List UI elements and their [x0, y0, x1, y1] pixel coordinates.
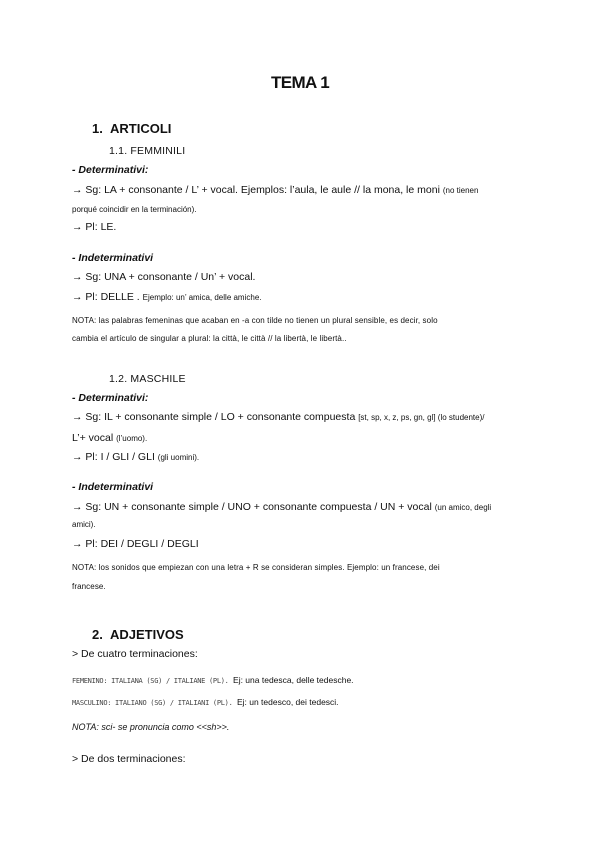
feminine-adjective-line [72, 670, 354, 688]
section-title: ADJETIVOS [110, 627, 184, 642]
nota-femminili-line1: NOTA: las palabras femeninas que acaban en -a con tilde no tienen un plural sensible, es decir, solo [72, 316, 438, 325]
label-indeterminativi-maschile: - Indeterminativi [72, 481, 154, 493]
masc-singular-line2 [72, 432, 147, 444]
subsection-heading-femminili: 1.1. FEMMINILI [109, 145, 186, 157]
fem-singular-note: (no tienen [442, 186, 479, 195]
fem-indet-plural-line [72, 291, 262, 303]
masculine-handwritten: MASCULINO: ITALIANO (SG) / ITALIANI (PL). [72, 699, 233, 707]
nota-femminili-line2: cambia el artículo de singular a plural: la città, le città // la libertà, le libertà.. [72, 334, 347, 343]
fem-indet-plural-text: → Pl: DELLE . [72, 291, 140, 303]
nota-maschile-line1: NOTA: los sonidos que empiezan con una letra + R se consideran simples. Ejemplo: un francese, dei [72, 563, 440, 572]
fem-plural-line: → Pl: LE. [72, 221, 117, 233]
section-number: 2. [92, 627, 103, 642]
masc-indet-plural-line: → Pl: DEI / DEGLI / DEGLI [72, 538, 199, 550]
page-title: TEMA 1 [270, 73, 330, 92]
label-indeterminativi: - Indeterminativi [72, 252, 154, 264]
masculine-example: Ej: un tedesco, dei tedesci. [236, 697, 339, 707]
feminine-example: Ej: una tedesca, delle tedesche. [233, 675, 354, 685]
masc-plural-text: → Pl: I / GLI / GLI [72, 451, 155, 463]
masc-plural-line [72, 451, 199, 463]
masc-singular-line [72, 411, 484, 423]
nota-maschile-line2: francese. [72, 582, 106, 591]
two-terminations-heading: > De dos terminaciones: [72, 753, 186, 765]
fem-singular-line [72, 184, 478, 196]
masc-indet-singular-text: → Sg: UN + consonante simple / UNO + consonante compuesta / UN + vocal [72, 501, 432, 513]
masc-indet-singular-example: (un amico, degli [434, 503, 492, 512]
section-title: ARTICOLI [110, 121, 172, 136]
four-terminations-heading: > De cuatro terminaciones: [72, 648, 198, 660]
fem-singular-note-cont: porqué coincidir en la terminación). [72, 205, 197, 214]
masculine-adjective-line [72, 692, 339, 710]
fem-singular-text: → Sg: LA + consonante / L’ + vocal. Ejemplos: l’aula, le aule // la mona, le moni [72, 184, 440, 196]
label-determinativi-maschile: - Determinativi: [72, 392, 149, 404]
masc-plural-example: (gli uomini). [157, 453, 200, 462]
fem-indet-singular-line: → Sg: UNA + consonante / Un’ + vocal. [72, 271, 256, 283]
feminine-handwritten: FEMENINO: ITALIANA (SG) / ITALIANE (PL). [72, 677, 229, 685]
masc-indet-singular-line [72, 501, 491, 513]
nota-adjetivos: NOTA: sci- se pronuncia como <<sh>>. [72, 722, 230, 732]
masc-singular-note: [st, sp, x, z, ps, gn, gl] (lo studente)/ [358, 413, 485, 422]
section-number: 1. [92, 121, 103, 136]
section-heading-adjetivos [92, 627, 184, 642]
section-heading-articoli [92, 121, 171, 136]
subsection-heading-maschile: 1.2. MASCHILE [109, 373, 186, 385]
label-determinativi: - Determinativi: [72, 164, 149, 176]
masc-singular-vocal: L’+ vocal [72, 432, 114, 444]
masc-singular-vocal-example: (l’uomo). [116, 434, 148, 443]
fem-indet-plural-example: Ejemplo: un’ amica, delle amiche. [142, 293, 262, 302]
masc-singular-text: → Sg: IL + consonante simple / LO + consonante compuesta [72, 411, 356, 423]
masc-indet-singular-example-cont: amici). [72, 520, 96, 529]
